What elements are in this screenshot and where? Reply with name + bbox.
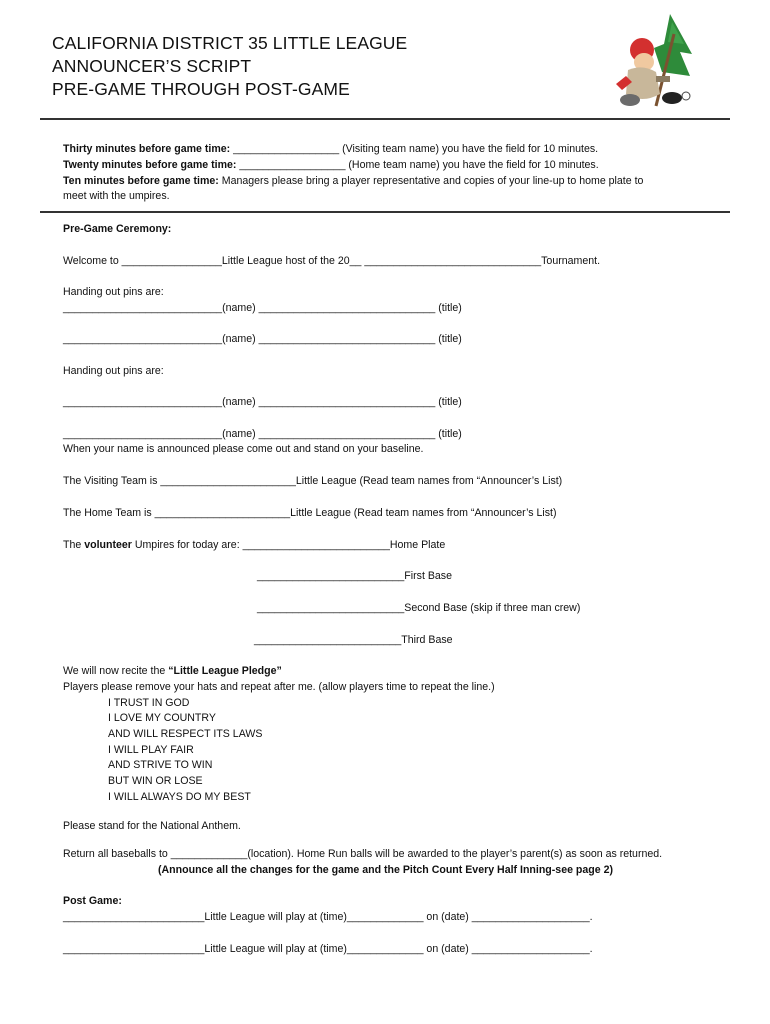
ten-label: Ten minutes before game time: (63, 175, 219, 187)
baseballs-return-line: Return all baseballs to _____________(location). Home Run balls will be awarded to the player’s parent(s) as soon as returned. (63, 848, 663, 860)
pin-line-4: ___________________________(name) ______________________________ (title) (63, 428, 462, 440)
twenty-text: __________________ (Home team name) you have the field for 10 minutes. (236, 159, 599, 171)
postgame-heading: Post Game: (63, 895, 122, 907)
pledge-line: I TRUST IN GOD (108, 697, 190, 709)
twenty-minute-line (63, 157, 599, 173)
pin-line-1: ___________________________(name) ______________________________ (title) (63, 302, 462, 314)
pledge-line: I LOVE MY COUNTRY (108, 712, 216, 724)
home-team-line: The Home Team is _______________________Little League (Read team names from “Announcer’s List) (63, 507, 557, 519)
pledge-instructions: Players please remove your hats and repeat after me. (allow players time to repeat the line.) (63, 681, 495, 693)
document-title (52, 32, 407, 101)
ten-text: Managers please bring a player representative and copies of your line-up to home plate to (218, 175, 644, 187)
umpire-second-base-line: _________________________Second Base (skip if three man crew) (257, 602, 581, 614)
pledge-line: I WILL ALWAYS DO MY BEST (108, 791, 251, 803)
announce-changes-note: (Announce all the changes for the game and the Pitch Count Every Half Inning-see page 2) (158, 864, 614, 876)
national-anthem-line: Please stand for the National Anthem. (63, 820, 241, 832)
postgame-line-2: ________________________Little League will play at (time)_____________ on (date) ____________________. (63, 943, 593, 955)
baseline-instruction: When your name is announced please come out and stand on your baseline. (63, 443, 424, 455)
thirty-label: Thirty minutes before game time: (63, 143, 231, 155)
pledge-intro-text: We will now recite the (63, 665, 169, 677)
ten-minute-line (63, 173, 643, 189)
pin-line-3: ___________________________(name) ______________________________ (title) (63, 396, 462, 408)
pledge-line: I WILL PLAY FAIR (108, 744, 194, 756)
little-league-mascot-with-tree-icon (612, 14, 694, 110)
umpire-first-base-line: _________________________First Base (257, 570, 452, 582)
header-divider (40, 118, 730, 120)
umpires-post: Umpires for today are: _________________________Home Plate (131, 539, 446, 551)
pins-label-1: Handing out pins are: (63, 286, 164, 298)
pledge-line: AND STRIVE TO WIN (108, 759, 213, 771)
thirty-minute-line (63, 141, 598, 157)
twenty-label: Twenty minutes before game time: (63, 159, 237, 171)
pledge-line: BUT WIN OR LOSE (108, 775, 203, 787)
title-line-3: PRE-GAME THROUGH POST-GAME (52, 79, 350, 99)
pledge-intro (63, 663, 282, 679)
pins-label-2: Handing out pins are: (63, 365, 164, 377)
visiting-team-line: The Visiting Team is _______________________Little League (Read team names from “Announcer’s List) (63, 475, 563, 487)
ten-minute-line-continued: meet with the umpires. (63, 190, 170, 202)
thirty-text: __________________ (Visiting team name) you have the field for 10 minutes. (230, 143, 599, 155)
title-line-2: ANNOUNCER’S SCRIPT (52, 56, 252, 76)
title-line-1: CALIFORNIA DISTRICT 35 LITTLE LEAGUE (52, 33, 408, 53)
pregame-heading: Pre-Game Ceremony: (63, 223, 172, 235)
umpires-pre: The (63, 539, 85, 551)
pin-line-2: ___________________________(name) ______________________________ (title) (63, 333, 462, 345)
postgame-line-1: ________________________Little League will play at (time)_____________ on (date) ____________________. (63, 911, 593, 923)
pledge-line: AND WILL RESPECT ITS LAWS (108, 728, 263, 740)
umpire-third-base-line: _________________________Third Base (254, 634, 453, 646)
umpires-home-plate-line (63, 537, 445, 553)
pledge-title: “Little League Pledge” (168, 665, 282, 677)
welcome-line: Welcome to _________________Little League host of the 20__ ______________________________Tournament. (63, 255, 601, 267)
umpires-volunteer: volunteer (84, 539, 132, 551)
section-divider (40, 211, 730, 213)
